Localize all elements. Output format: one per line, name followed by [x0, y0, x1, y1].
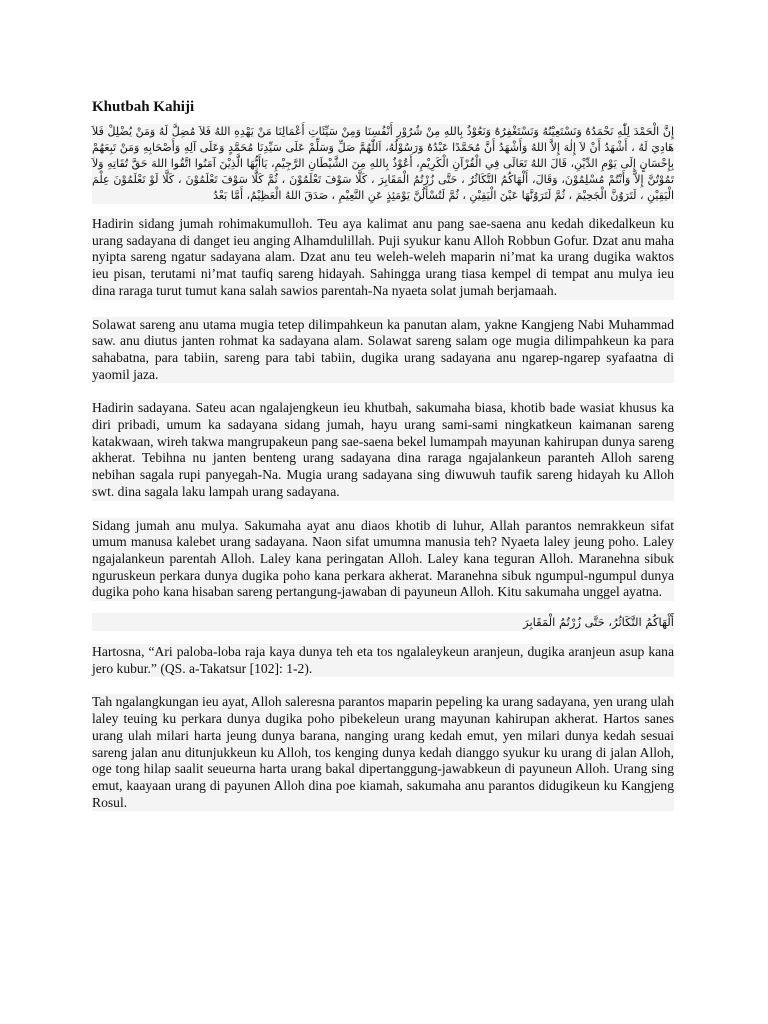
document-body [92, 98, 674, 811]
paragraph-5: Hartosna, “Ari paloba-loba raja kaya dunya teh eta tos ngalaleykeun aranjeun, dugika aranjeun asup kana jero kubur.” (QS. a-Takatsur [102]: 1-2). [92, 644, 674, 676]
paragraph-4: Sidang jumah anu mulya. Sakumaha ayat anu diaos khotib di luhur, Allah parantos nemrakkeun sifat umum manusa kalebet urang sadayana. Naon sifat umumna manusia teh? Nyaeta laley jeung poho. Laley ngajalankeun parentah Alloh. Laley kana peringatan Alloh. Laley kana teguran Alloh. Maranehna sibuk nguruskeun perkara dunya dugika poho kana perkara akherat. Maranehna sibuk ngumpul-ngumpul dunya dugika poho kana hisaban sareng pertangung-jawaban di payuneun Alloh. Kitu sakumaha unggel ayatna. [92, 517, 674, 600]
opening-arabic-text: إِنَّ الْحَمْدَ لِلّٰهِ نَحْمَدُهُ وَنَسْتَعِيْنُهُ وَنَسْتَغْفِرُهُ وَنَعُوْذُ بِاللهِ مِنْ شُرُوْرِ أَنْفُسِنَا وَمِنْ سَيِّئَاتِ أَعْمَالِنَا مَنْ يَهْدِهِ اللهُ فَلاَ مُضِلَّ لَهُ وَمَنْ يُضْلِلْ فَلاَ هَادِيَ لَهُ ، أَشْهَدُ أَنْ لاَ إِلٰهَ إِلاَّ اللهُ وَأَشْهَدُ أَنَّ مُحَمَّدًا عَبْدُهُ وَرَسُوْلُهُ، اَللّٰهُمَّ صَلِّ وَسَلِّمْ عَلَى سَيِّدِنَا مُحَمَّدٍ وَعَلَى آلِهِ وَأَصْحَابِهِ وَمَنْ تَبِعَهُمْ بِإِحْسَانٍ إِلَى يَوْمِ الدِّيْنِ، قَالَ اللهُ تَعَالَى فِي الْقُرْآنِ الْكَرِيْمِ، أَعُوْذُ بِاللهِ مِنَ الشَّيْطَانِ الرَّجِيْمِ، يَاأَيُّهَا الَّذِيْنَ آمَنُوا اتَّقُوا اللهَ حَقَّ تُقَاتِهِ وَلاَ تَمُوْتُنَّ إِلاَّ وَأَنْتُمْ مُسْلِمُوْنَ، وَقَالَ، أَلْهَاكُمُ التَّكَاثُرُ ، حَتَّى زُرْتُمُ الْمَقَابِرَ ، كَلَّا سَوْفَ تَعْلَمُوْنَ ، ثُمَّ كَلَّا سَوْفَ تَعْلَمُوْنَ ، كَلَّا لَوْ تَعْلَمُوْنَ عِلْمَ الْيَقِيْنِ ، لَتَرَوُنَّ الْجَحِيْمَ ، ثُمَّ لَتَرَوُنَّهَا عَيْنَ الْيَقِيْنِ ، ثُمَّ لَتُسْأَلُنَّ يَوْمَئِذٍ عَنِ النَّعِيْمِ ، صَدَقَ اللهُ الْعَظِيْمُ، أَمَّا بَعْدُ [92, 125, 674, 202]
document-title: Khutbah Kahiji [92, 99, 195, 115]
paragraph-1: Hadirin sidang jumah rohimakumulloh. Teu aya kalimat anu pang sae-saena anu kedah dikedalkeun ku urang sadayana di danget ieu anging Alhamdulillah. Puji syukur kanu Alloh Robbun Gofur. Dzat anu maha nyipta sareng ngatur sadayana alam. Dzat anu teu weleh-weleh maparin ni’mat ka urang dugika waktos ieu pisan, terutami ni’mat taufiq sareng hidayah. Sahingga urang tiasa kempel di tempat anu mulya ieu dina raraga turut tumut kana salah sawios parentah-Na nyaeta solat jumah berjamaah. [92, 216, 674, 298]
verse-arabic-text: أَلْهَاكُمُ التَّكَاثُرُ، حَتَّى زُرْتُمُ الْمَقَابِرَ [92, 613, 674, 631]
paragraph-2: Solawat sareng anu utama mugia tetep dilimpahkeun ka panutan alam, yakne Kangjeng Nabi Muhammad saw. anu diutus janten rohmat ka sadayana alam. Solawat sareng salam oge mugia dilimpahkeun ka para sahabatna, para tabiin, sareng para tabi tabiin, dugika urang sadayana anu ngarep-ngarep syafaatna di yaomil jaza. [92, 316, 674, 382]
paragraph-6: Tah ngalangkungan ieu ayat, Alloh saleresna parantos maparin pepeling ka urang sadayana, yen urang ulah laley teuing ku perkara dunya dugika poho pibekeleun urang mayunan kahirupan akherat. Hartos sanes urang ulah milari harta jeung dunya barana, nanging urang kedah emut, yen milari dunya kedah sesuai sareng jalan anu ditunjukkeun ku Alloh, tos kenging dunya kedah dianggo syukur ku urang di jalan Alloh, oge tong hilap saalit seueurna harta urang bakal dipertanggung-jawabkeun di payuneun Alloh. Urang sing emut, kaayaan urang di payunen Alloh dina poe kiamah, sakumaha anu parantos didugikeun ku Kangjeng Rosul. [92, 694, 674, 810]
paragraph-3: Hadirin sadayana. Sateu acan ngalajengkeun ieu khutbah, sakumaha biasa, khotib bade wasiat khusus ka diri pribadi, umum ka sadayana sidang jumah, hayu urang sami-sami ningkatkeun kaimanan sareng katakwaan, wireh takwa mangrupakeun pang sae-saena bekel lumampah mayunan kahirupan dunya sareng akherat. Tebihna nu janten benteng urang sadayana dina raraga ngajalankeun paranteh Alloh sareng nebihan sagala rupi panyegah-Na. Mugia urang sadayana sing diwuwuh taufik sareng hidayah ku Alloh swt. dina sagala laku lampah urang sadayana. [92, 400, 674, 499]
